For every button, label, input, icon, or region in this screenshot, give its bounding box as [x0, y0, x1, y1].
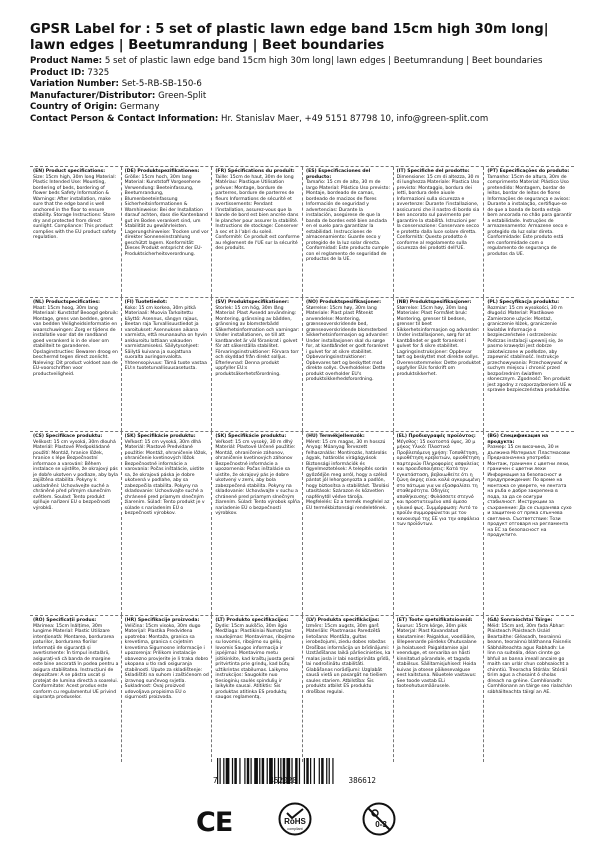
product-info — [30, 56, 590, 126]
info-row-product-name — [30, 56, 590, 68]
language-heading: (CS) Specifikace produktu: — [33, 434, 103, 439]
info-value: 5 set of plastic lawn edge band 15cm high 30m long| lawn edges | Beetumrandung | Beet boundaries — [104, 56, 543, 66]
language-text: Storlek: 15 cm hög, 30m lång Material: Plast Avsedd användning: Montering, gränsning av bädden, gränsning av blomsterbädd Säkerhetsinformation och varningar: Under installationen, se till att kantbandet är väl förankrat i golvet för att säkerställa stabilitet. Förvaringsinstruktioner: Förvara torr och skyddad från direkt solljus. Efterlevnad: Denna produkt uppfyller EU:s produktsäkerhetsförordning. — [215, 305, 300, 377]
language-heading: (EN) Product specifications: — [33, 169, 106, 174]
language-heading: (EL) Προδιαγραφές προϊόντος: — [396, 434, 476, 439]
rohs-sub-text: compliant — [287, 827, 303, 831]
language-cell — [302, 616, 393, 762]
language-heading: (HU) Termékjellemzők: — [306, 434, 365, 439]
language-heading: (SK) Špecifikácie produktu: — [215, 434, 287, 439]
info-value: 7325 — [87, 67, 110, 78]
language-heading: (LT) Produkto specifikacijos: — [215, 618, 289, 623]
info-value: Green-Split — [158, 90, 207, 101]
language-text: Veľkosť: 15 cm vysoký, 30 m dlhý Materiál: Plastové Určené použitie: Montáž, ohraničenie záhonov, ohraničenie kvetinových záhonov Bezpečnostné informácie a upozornenia: Počas inštalácie sa uistite, že okrajový pás je dobre ukotvený v zemi, aby bola zabezpečená stabilita. Pokyny na skladovanie: Uchovávajte v suchu a chránené pred priamym slnečným žiarením. Súlad: Tento výrobok spĺňa nariadenie EÚ o bezpečnosti výrobkov. — [215, 439, 300, 516]
language-cell — [302, 298, 393, 431]
info-label: Contact Person & Contact Information: — [30, 113, 219, 124]
language-text: Größe: 15cm hoch, 30m lang Material: Kunststoff Vorgesehene Verwendung: Beeteinfassung, Beetumrandung, Blumenbeeteinfassung Sicherheitsinformationen & Warnhinweise: Bei der Installation darauf achten, dass die Kantenband gut im Boden verankert sind, um Stabilität zu gewährleisten. Lagerungshinweise: Trocken und vor direkter Sonneneinstrahlung geschützt lagern. Konformität: Dieses Produkt entspricht der EU-Produktsicherheitsverordnung. — [124, 174, 209, 257]
language-text: Velikost: 15 cm vysoká, 30m dlouhá Materiál: Plastové Předpokládané použití: Montáž, hranice lůžek, hranice s lépe Bezpečnostní informace a varování: Během instalace se ujistěte, že okrajový pás je dobře ukotven v podlaze, aby byla zajištěna stabilita. Pokyny k uskladnění: Uchovávejte suché a chráněné před přímým slunečním světlem. Soulad: Tento produkt splňuje nařízení EU o bezpečnosti výrobků. — [33, 439, 118, 511]
language-text: Size: 15cm high, 30m long Material: Plastic Intended Use: Mounting, bordering of beds, bordering of flower beds Safety Information & Warnings: After installation, make sure that the edge band is well anchored in the floor to ensure stability. Storage Instructions: Store dry and protected from direct sunlight. Compliance: This product complies with the EU product safety regulation. — [33, 174, 117, 240]
language-cell — [483, 298, 574, 431]
language-cell — [302, 432, 393, 615]
language-text: Dydis: 15cm aukščio, 30m ilgio Medžiaga: Plastikiniai Numatytas naudojimas: Montavimas, ribojimo su lovomis, ribojimo su gėlių lovomis Saugos informacija ir įspėjimai: Montavimo metu įsitikinkite, kad kraštų juosta gerai pritvirtinta prie grindų, kad būtų užtikrintas stabilumas. Laikymo instrukcijos: Saugokite nuo tiesioginių saulės spindulių ir laikykite sausai. Atitiktis: Šis produktas atitinka ES produktų saugos reglamentą. — [215, 623, 295, 700]
info-label: Variation Number: — [30, 79, 119, 90]
info-value: Hr. Stanislav Maer, +49 5151 87798 10, info@green-split.com — [221, 113, 489, 124]
language-heading: (DE) Produktspezifikationen: — [124, 169, 200, 174]
language-text: Suurus: 15cm kõrge, 30m pikk Materjal: Plast Kavandatud kasutamine: Paigaldus, voodiääre, lillepeenarde piirdeks Ohutusalane ja hoiatused: Paigaldamise ajal veenduge, et servariba on hästi kinnitatud põrandale, et tagada stabiilsus. Säilitamisjuhised: Hoida kuivas ja otsese päikesevalguse eest kaitstuna. Nõuetele vastavus: See toode vastab ELi tooteohutusmäärusele. — [396, 623, 477, 689]
age-text: 0-3 — [375, 820, 387, 829]
language-cell — [393, 167, 484, 297]
language-text: Veličina: 15cm visoko, 30m dugo Materijal: Plastika Predviđena upotreba: Montaža, granica sa krevetima, granica s cvjetnim krevetima Sigurnosne informacije i upozorenja: Prilikom instalacije obavezno provjerite je li traka dobro ukopana u tlo radi osiguranja stabilnosti. Upute za skladištenje: Skladištiti na suhom i zaštićenom od izravnog sunčevog svjetla. Sukladnost: Ovaj proizvod udovoljava propisima EU o sigurnosti proizvoda. — [124, 623, 209, 700]
language-cell — [302, 167, 393, 297]
language-text: Størrelse: 15cm høy, 30m lang Materiale: Plast plast Påtenkt anvendelse: Montering, grænseoverskridende bed, grænseoverskridende blomsterbed Sikkerhetsinformasjon og advarsler: Under installasjonen skal du sørge for, at kantbåndet er godt forankret i gulvet for at sikre stabilitet. Opbevaringsinstruktioner: Opbevares tørt og beskyttet mod direkte sollys. Overholdelse: Dette produkt overholder EU's produktsikkerhedsforordning. — [306, 305, 389, 382]
language-row — [30, 615, 574, 762]
language-heading: (FR) Spécifications du produit: — [215, 169, 295, 174]
language-heading: (RO) Specificații produs: — [33, 618, 97, 623]
language-text: Tamanho: 15cm de altura, 30m de comprimento Material: Plástico Uso pretendido: Montagem, bordar de leitos, bordar de leitos de flores Informações de segurança e avisos: Durante a instalação, certifique-se de que a banda de borda esteja bem ancorada no chão para garantir a estabilidade. Instruções de armazenamento: Armazene seco e protegido da luz solar direta. Conformidade: Este produto está em conformidade com o regulamento de segurança de produtos da UE. — [487, 174, 572, 257]
language-text: Méid: 15cm ard, 30m fada Ábhar: Plaisteach Plaisteach Úsáid Beartaithe: Gléasadh, teorainnú beann, teorainnú bláthanna Faisnéis Sábháilteachta agus Rabhadh: Le linn na suiteála, déan cinnte go bhfuil an banna imeall ancaire go maith san urlár chun cobhsaíocht a chinntiú. Treoracha Stórála: Stóráil tirim agus a chosaint ó sholas díreach na gréine. Comhlíonadh: Comhlíonann an táirge seo rialachán sábháilteachta táirgí an AE. — [487, 623, 572, 695]
language-heading: (SK) Špecifikácie produktu: — [124, 434, 196, 439]
language-grid — [30, 166, 574, 762]
info-row-manufacturer — [30, 91, 590, 103]
language-cell — [211, 432, 302, 615]
language-text: Maat: 15cm hoog, 30m lang Materiaal: Kunststof Beoogd gebruik: Montage, grens van bedden, grens van bedden Veiligheidsinformatie en waarschuwingen: Zorg er tijdens de installatie voor dat de randband goed verankerd is in de vloer om stabiliteit te garanderen. Opslaginstructies: Bewaren droog en beschermd tegen direct zonlicht. Naleving: Dit product voldoet aan de EU-voorschriften voor productveiligheid. — [33, 305, 119, 377]
language-cell — [483, 616, 574, 762]
language-cell — [121, 167, 212, 297]
language-text: Izmērs: 15cm augsts, 30m garš Materiāls: Plastmasas Paredzētā lietošana: Montāža, gultas ierobežojumi, ziedu dobes robežas Drošības informācija un brīdinājumi: Uzstādīšanas laikā pārliecinieties, ka malas josla ir labi nostiprināta grīdā, lai nodrošinātu stabilitāti. Glabāšanas norādījumi: Uzglabāt sausā vietā un pasargāt no tiešiem saules stariem. Atbilstība: Šis produkts atbilst ES produktu drošības regulai. — [306, 623, 391, 695]
language-heading: (ES) Especificaciones del producto: — [306, 169, 371, 180]
language-text: Dimensione: 15 cm di altezza, 30 m di lunghezza Materiale: Plastica Uso previsto: Montaggio, bordura dei letti, bordura delle aiuole Informazioni sulla sicurezza e avvertenze: Durante l'installazione, assicurarsi che il nastro di bordo sia ben ancorato sul pavimento per garantire la stabilità. Istruzioni per la conservazione: Conservare secco e protetto dalla luce solare diretta. Conformità: Questo prodotto è conforme al regolamento sulla sicurezza dei prodotti dell'UE. — [396, 174, 480, 251]
language-heading: (ET) Toote spetsifikatsioonid: — [396, 618, 473, 623]
language-text: Μέγεθος: 15 εκατοστά ύψος, 30 μ μήκος Υλικό: Πλαστικό Προβλεπόμενη χρήση: Τοποθέτηση, οριοθέτηση κρεβατιών, οριοθέτηση παρτεριών Πληροφορίες ασφαλείας και προειδοποιήσεις: Κατά την εγκατάσταση, βεβαιωθείτε ότι η ζώνη άκρης είναι καλά αγκυρωμένη στο πάτωμα για να εξασφαλίσει τη σταθερότητα. Οδηγίες αποθήκευσης: Φυλάσσετε στεγνό και προστατευμένο από άμεσο ηλιακό φως. Συμμόρφωση: Αυτό το προϊόν συμμορφώνεται με τον κανονισμό της ΕΕ για την ασφάλεια των προϊόντων. — [396, 439, 481, 527]
info-value: Set-5-RB-SB-150-6 — [121, 79, 202, 90]
language-row — [30, 431, 574, 615]
barcode-digits — [213, 776, 376, 785]
info-row-product-id — [30, 68, 590, 80]
language-cell — [30, 432, 121, 615]
language-text: Størrelse: 15cm høy, 30m lang Materiale: Plast Formålet bruk: Montering, grenser til bedsen, grenser til beet Sikkerhetsinformasjon og advarsler: Under installasjonen, sørg for at kantbåndet er godt forankret i gulvet for å sikre stabilitet. Lagringsinstruksjoner: Oppbevar tørt og beskyttet mot direkte sollys. Overensstemmelse: Dette produktet oppfyller EUs forskrift om produktsikkerhet. — [396, 305, 481, 377]
language-heading: (LV) Produkta specifikācijas: — [306, 618, 380, 623]
language-cell — [393, 298, 484, 431]
language-text: Mărimea: 15cm înălțime, 30m lungime Material: Plastic Utilizare intenționată: Montarea, bordurarea paturilor, bordurarea florilor Informații de siguranță și avertismente: În timpul instalării, asigurați-vă că banda de margine este bine ancorată în podea pentru a asigura stabilitatea. Instrucțiuni de depozitare: A se păstra uscat și protejat de lumina directă a soarelui. Conformitate: Acest produs este conform cu regulamentul UE privind siguranța produselor. — [33, 623, 119, 700]
info-row-variation — [30, 79, 590, 91]
language-heading: (SV) Produktspecifikationer: — [215, 300, 289, 305]
language-heading: (BG) Спецификация на продукта: — [487, 434, 549, 445]
language-row — [30, 297, 574, 431]
language-text: Taille: 15cm de haut, 30m de long Matériau: Plastique Utilisation prévue: Montage, bordure de parterres, bordure de parterres de fleurs Informations de sécurité et avertissements: Pendant l'installation, assurez-vous que la bande de bord est bien ancrée dans le plancher pour assurer la stabilité. Instructions de stockage: Conserver à sec et à l'abri du soleil. Conformité: Ce produit est conforme au règlement de l'UE sur la sécurité des produits. — [215, 174, 300, 251]
language-heading: (NO) Produktspesifikasjoner: — [306, 300, 382, 305]
label-title: GPSR Label for : 5 set of plastic lawn edge band 15cm high 30m long| lawn edges | Beetumrandung | Beet boundaries — [30, 22, 549, 53]
info-row-country — [30, 102, 590, 114]
language-cell — [121, 298, 212, 431]
language-heading: (FI) Tuotetiedot: — [124, 300, 168, 305]
language-text: Tamaño: 15 cm de alto, 30 m de largo Material: Plástico Uso previsto: Montaje, bordeado de camas, bordeado de macizos de flores Información de seguridad y advertencias: Durante la instalación, asegúrese de que la banda de bordes esté bien anclada en el suelo para garantizar la estabilidad. Instrucciones de almacenamiento: Guarde seco y protegido de la luz solar directa. Conformidad: Este producto cumple con el reglamento de seguridad de productos de la UE. — [306, 180, 390, 262]
language-cell — [211, 298, 302, 431]
language-cell — [393, 432, 484, 615]
language-cell — [30, 298, 121, 431]
language-cell — [211, 167, 302, 297]
language-row — [30, 166, 574, 297]
barcode-digit-left: 452028 — [269, 776, 297, 785]
language-cell — [393, 616, 484, 762]
language-cell — [121, 616, 212, 762]
language-heading: (IT) Specifiche del prodotto: — [396, 169, 470, 174]
language-heading: (PT) Especificações do produto: — [487, 169, 570, 174]
info-label: Manufacturer/Distributor: — [30, 90, 156, 101]
rohs-text: RoHS — [284, 817, 306, 826]
language-heading: (NL) Productspecificaties: — [33, 300, 100, 305]
info-row-contact — [30, 114, 590, 126]
language-text: Veľkosť: 15 cm vysoká, 30m dlhá Materiál: Plastové Predvídané použitie: Montáž, ohraničenie lôžok, ohraničenie kvetinových lôžok Bezpečnostné informácie a varovania: Počas inštalácie, uistite sa, že okrajová páska je dobre ukotvená v podlahe, aby sa zabezpečila stabilita. Pokyny na skladovanie: Uchovávajte suché a chránené pred priamym slnečným žiarením. Súlad: Tento produkt je v súlade s nariadením EÚ o bezpečnosti výrobkov. — [124, 439, 208, 516]
info-label: Product ID: — [30, 67, 85, 78]
language-text: Размер: 15 см височина, 30 м дължина Материал: Пластмасови Предназначена употреба: Монтаж, граничен с цветни лехи, граничен с цветни лехи Информация за безопасност и предупреждения: По време на монтажа се уверете, че лентата на ръба е добре закрепена в пода, за да се осигури стабилност. Инструкции за съхранение: Да се съхранява сухо и защитено от пряка слънчева светлина. Съответствие: Този продукт отговаря на регламента на ЕС за безопасност на продуктите. — [487, 445, 572, 538]
language-heading: (PL) Specyfikacja produktu: — [487, 300, 560, 305]
ce-mark-icon: CE — [196, 807, 233, 838]
language-cell — [483, 432, 574, 615]
language-cell — [121, 432, 212, 615]
age-warning-icon — [362, 802, 396, 836]
language-text: Koko: 15 cm korkea, 30m pitkä Materiaali: Muovia Tarkoitettu käyttö: Asennus, sängyn rajaus, Beetan raja Turvallisuustiedot ja varoitukset: Asennuksen aikana varmista, että reunanauha on hyvin ankkuroitu lattiaan vakauden varmistamiseksi. Säilytysohjeet: Säilytä kuivana ja suojattuna suoralta auringonvalolta. Yhteensopivuus: Tämä tuote vastaa EU:n tuoteturvallisuusasetusta. — [124, 305, 208, 371]
language-cell — [30, 616, 121, 762]
info-label: Country of Origin: — [30, 102, 118, 113]
rohs-compliant-icon — [278, 802, 312, 836]
language-text: Méret: 15 cm magas, 30 m hosszú Anyag: Műanyag Tervezett felhasználás: Montírozás, határolás ágyak, határolás virágágyások Biztonsági információk és figyelmeztetések: A telepítés során győződjön meg arról, hogy a szélső pántot jól lehorgonyozta a padlón, hogy biztosítsa a stabilitást. Tárolási utasítások: Szárazon és közvetlen napfénytől védve tárolja. Megfelelés: Ez a termék megfelel az EU termékbiztonsági rendeletének. — [306, 439, 390, 511]
barcode-digit-right: 386612 — [348, 776, 376, 785]
language-cell — [483, 167, 574, 297]
barcode-digit-prefix: 7 — [213, 776, 218, 785]
language-heading: (GA) Sonraíochtaí Táirge: — [487, 618, 553, 623]
info-value: Germany — [119, 102, 160, 113]
language-heading: (NB) Produktspesifikasjoner: — [396, 300, 472, 305]
language-heading: (HR) Specifikacije proizvoda: — [124, 618, 200, 623]
language-text: Rozmiar: 15 cm wysokości, 30 m długości Materiał: Plastikowe Zamierzone użycie: Montaż, graniczenie łóżek, graniczenie kwiatów Informacje o bezpieczeństwie i ostrzeżenia: Podczas instalacji upewnij się, że pasmo krawędzi jest dobrze zakotwiczone w podłodze, aby zapewnić stabilność. Instrukcje przechowywania: Przechowywać w suchym miejscu i chronić przed bezpośrednim światłem słonecznym. Zgodność: Ten produkt jest zgodny z rozporządzeniem UE w sprawie bezpieczeństwa produktów. — [487, 305, 572, 393]
language-cell — [30, 167, 121, 297]
info-label: Product Name: — [30, 56, 103, 66]
language-cell — [211, 616, 302, 762]
